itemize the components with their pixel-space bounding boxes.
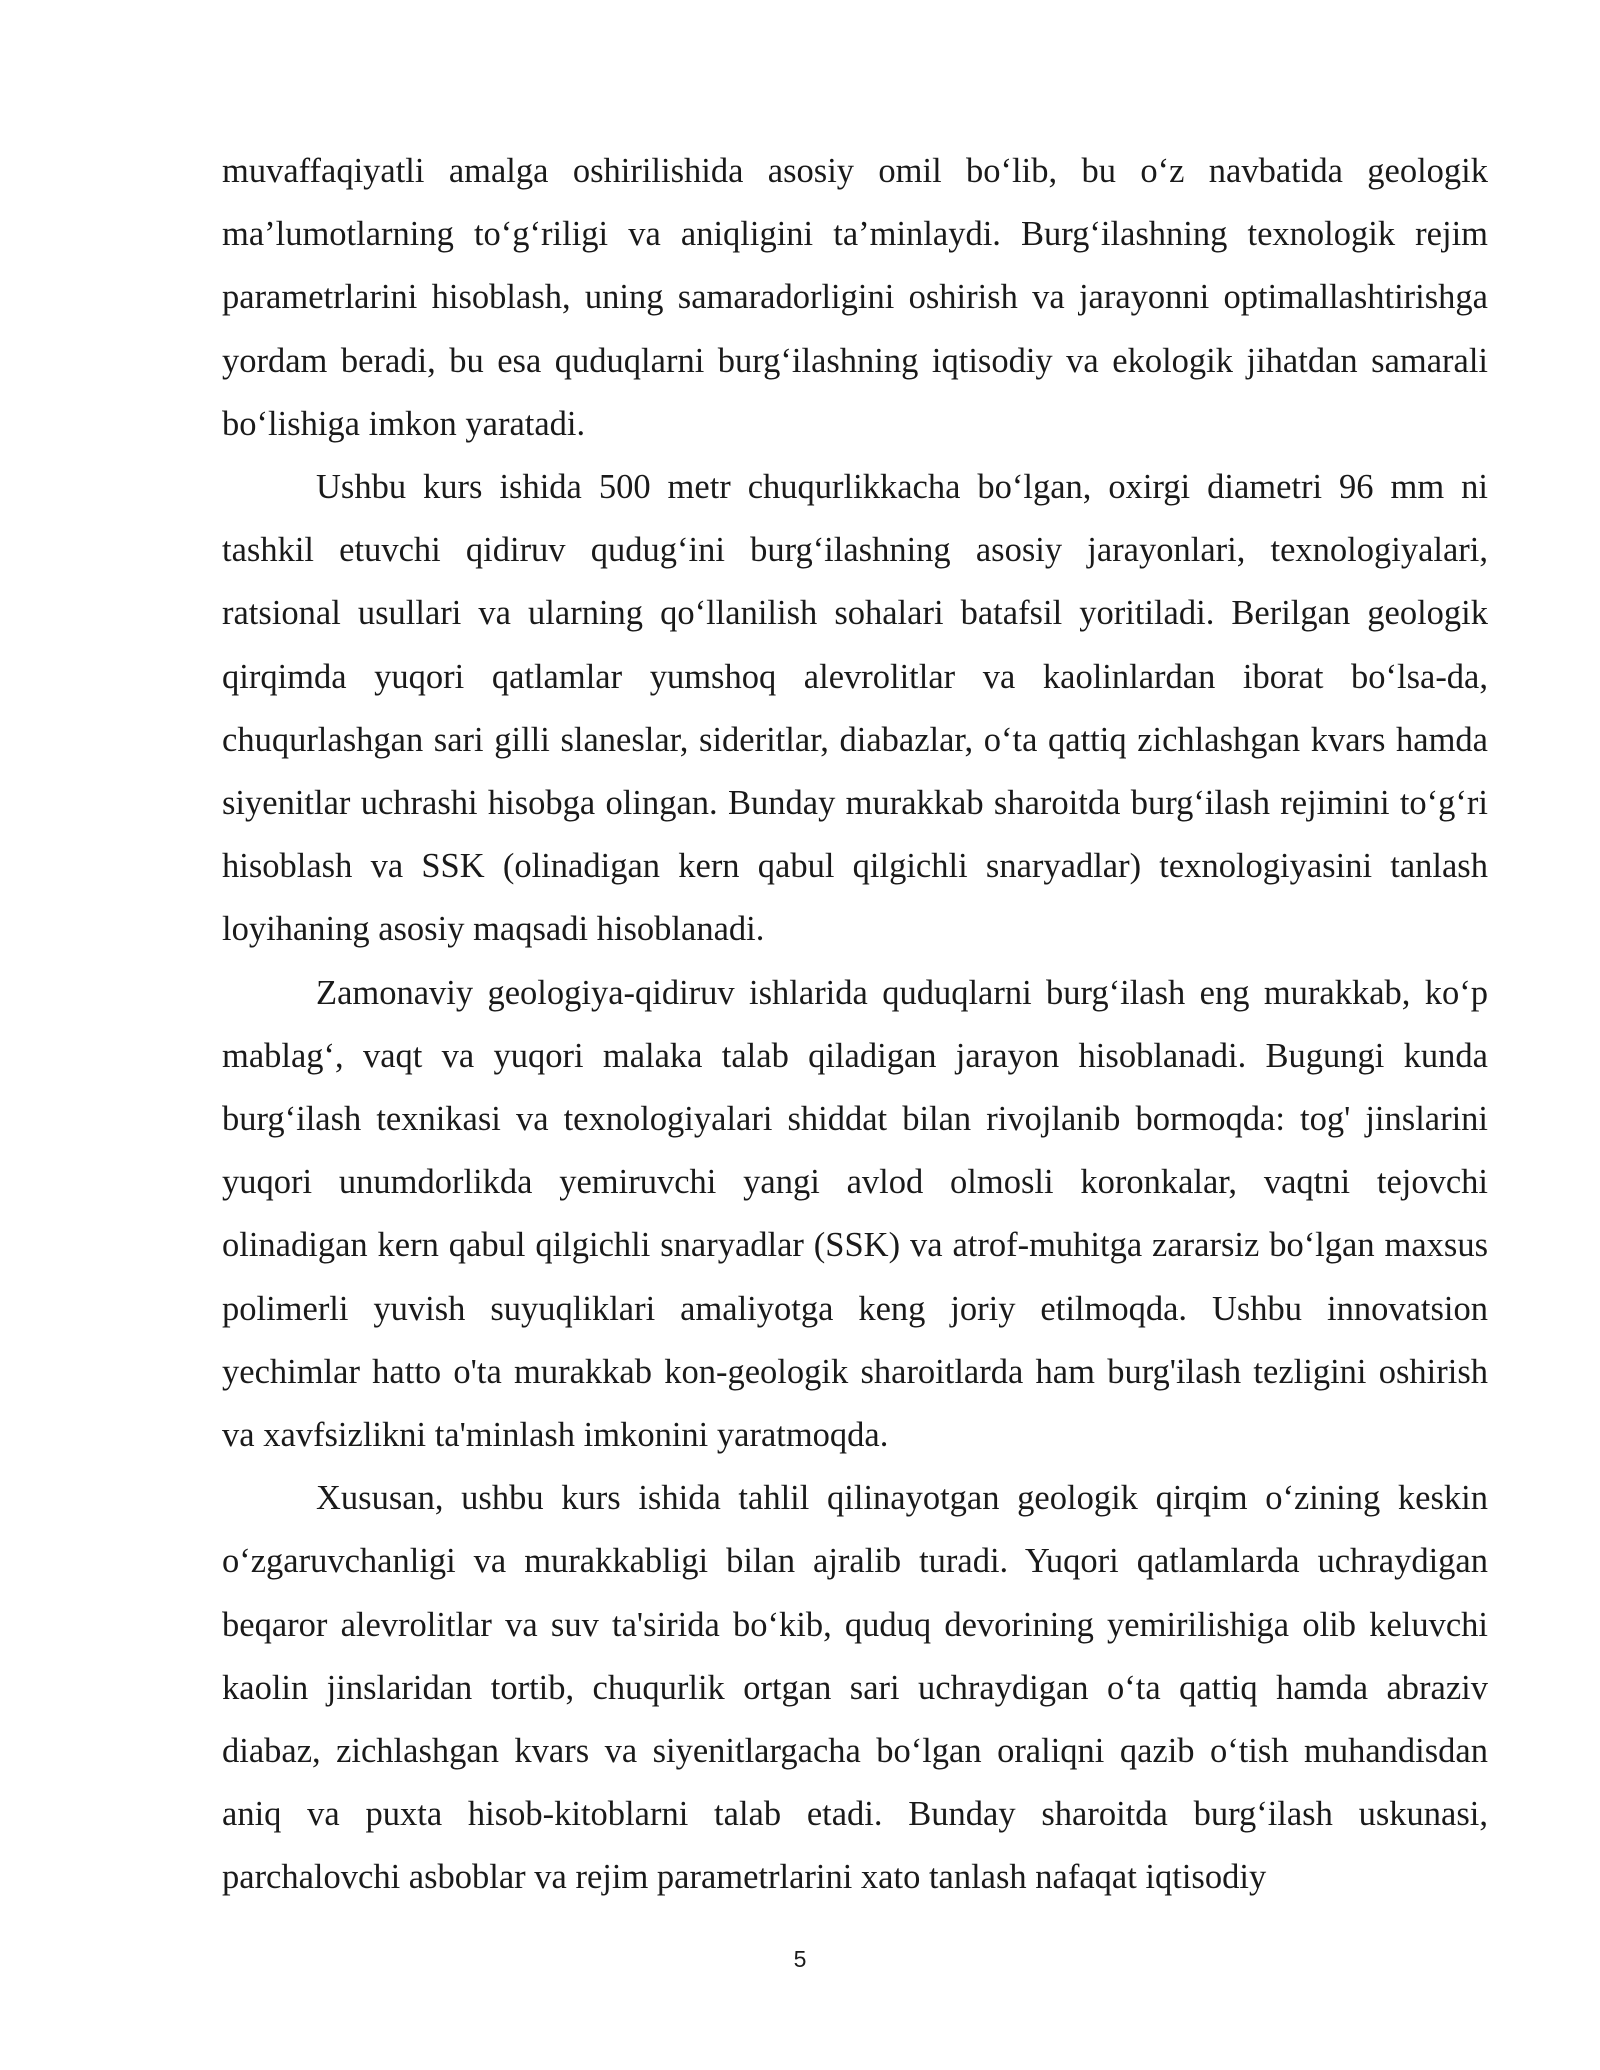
- paragraph-course-scope: Ushbu kurs ishida 500 metr chuqurlikkacha bo‘lgan, oxirgi diametri 96 mm ni tashkil etuvchi qidiruv qudug‘ini burg‘ilashning asosiy jarayonlari, texnologiyalari, ratsional usullari va ularning qo‘llanilish sohalari batafsil yoritiladi. Berilgan geologik qirqimda yuqori qatlamlar yumshoq alevrolitlar va kaolinlardan iborat bo‘lsa-da, chuqurlashgan sari gilli slaneslar, sideritlar, diabazlar, o‘ta qattiq zichlashgan kvars hamda siyenitlar uchrashi hisobga olingan. Bunday murakkab sharoitda burg‘ilash rejimini to‘g‘ri hisoblash va SSK (olinadigan kern qabul qilgichli snaryadlar) texnologiyasini tanlash loyihaning asosiy maqsadi hisoblanadi.: [222, 468, 1488, 949]
- paragraph-continuation: muvaffaqiyatli amalga oshirilishida asosiy omil bo‘lib, bu o‘z navbatida geologik ma’lumotlarning to‘g‘riligi va aniqligini ta’minlaydi. Burg‘ilashning texnologik rejim parametrlarini hisoblash, uning samaradorligini oshirish va jarayonni optimallashtirishga yordam beradi, bu esa quduqlarni burg‘ilashning iqtisodiy va ekologik jihatdan samarali bo‘lishiga imkon yaratadi.: [222, 152, 1488, 443]
- page-number: 5: [793, 1946, 807, 1972]
- page-body: [222, 140, 1488, 1910]
- paragraph-modern-drilling: Zamonaviy geologiya-qidiruv ishlarida quduqlarni burg‘ilash eng murakkab, ko‘p mablag‘, vaqt va yuqori malaka talab qiladigan jarayon hisoblanadi. Bugungi kunda burg‘ilash texnikasi va texnologiyalari shiddat bilan rivojlanib bormoqda: tog' jinslarini yuqori unumdorlikda yemiruvchi yangi avlod olmosli koronkalar, vaqtni tejovchi olinadigan kern qabul qilgichli snaryadlar (SSK) va atrof-muhitga zararsiz bo‘lgan maxsus polimerli yuvish suyuqliklari amaliyotga keng joriy etilmoqda. Ushbu innovatsion yechimlar hatto o'ta murakkab kon-geologik sharoitlarda ham burg'ilash tezligini oshirish va xavfsizlikni ta'minlash imkonini yaratmoqda.: [222, 973, 1488, 1455]
- paragraph-geological-section: Xususan, ushbu kurs ishida tahlil qilinayotgan geologik qirqim o‘zining keskin o‘zgaruvchanligi va murakkabligi bilan ajralib turadi. Yuqori qatlamlarda uchraydigan beqaror alevrolitlar va suv ta'sirida bo‘kib, quduq devorining yemirilishiga olib keluvchi kaolin jinslaridan tortib, chuqurlik ortgan sari uchraydigan o‘ta qattiq hamda abraziv diabaz, zichlashgan kvars va siyenitlargacha bo‘lgan oraliqni qazib o‘tish muhandisdan aniq va puxta hisob-kitoblarni talab etadi. Bunday sharoitda burg‘ilash uskunasi, parchalovchi asboblar va rejim parametrlarini xato tanlash nafaqat iqtisodiy: [222, 1479, 1488, 1897]
